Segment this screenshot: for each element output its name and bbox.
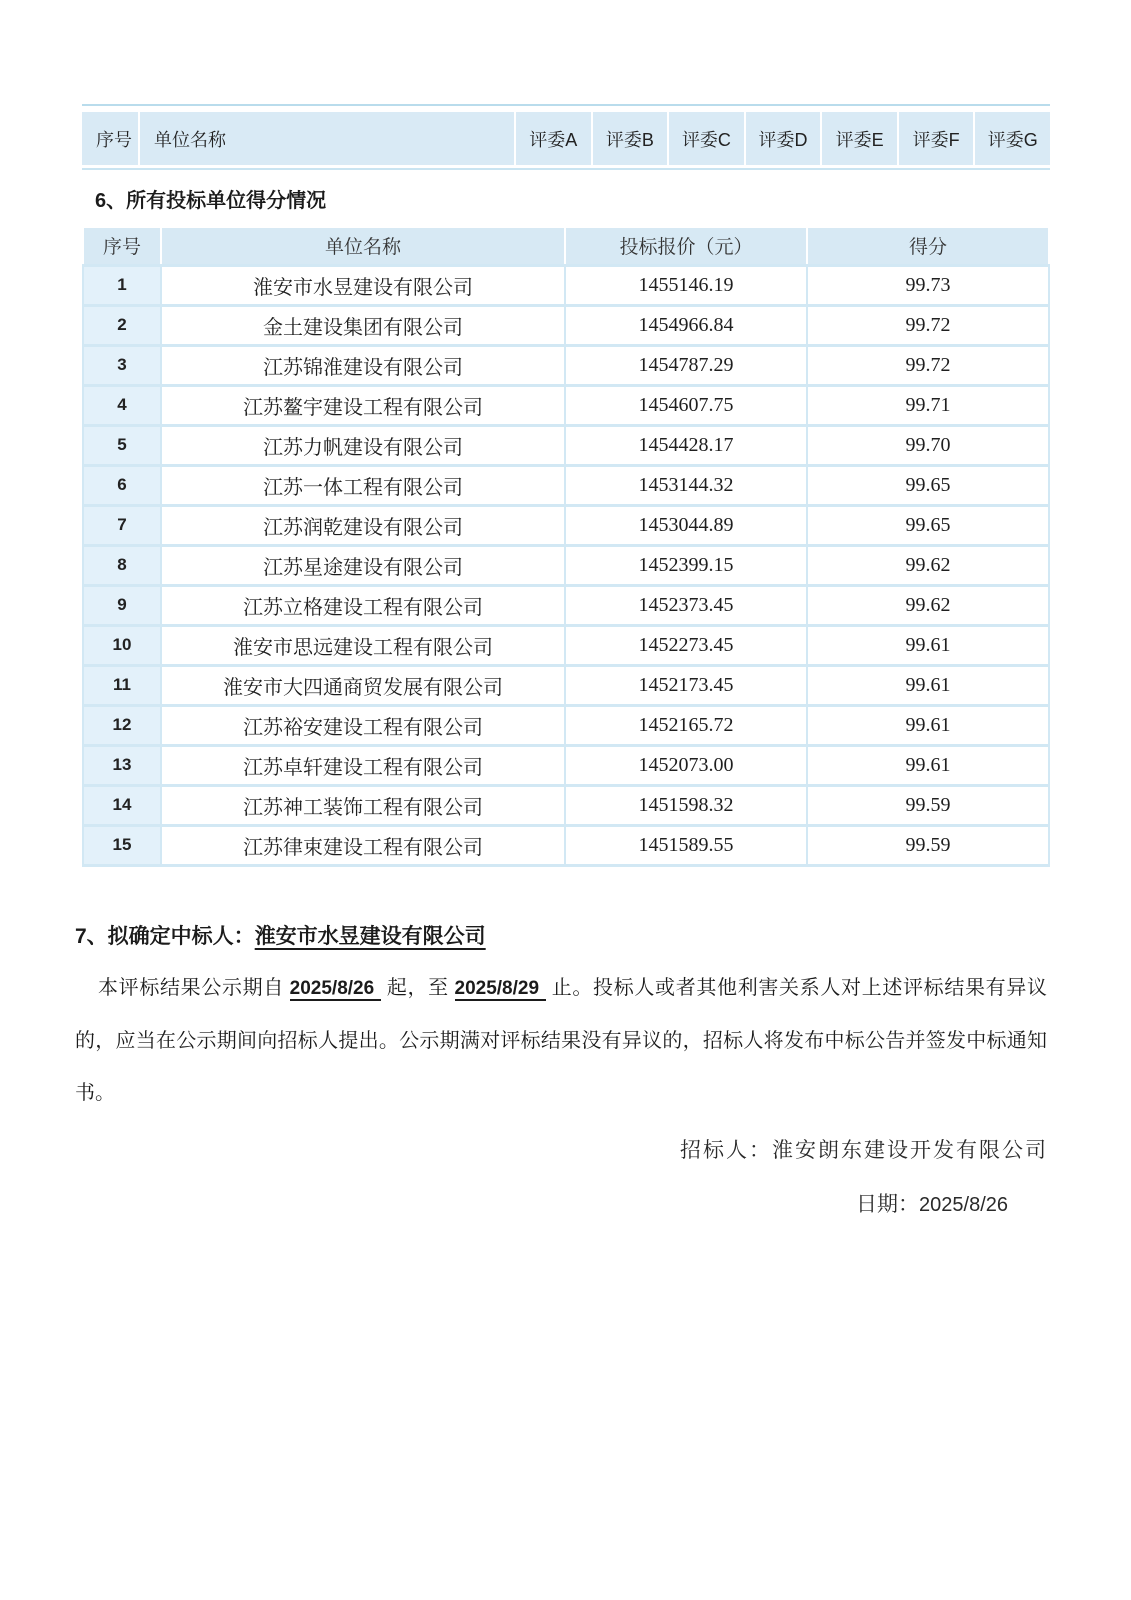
notice-start-date: 2025/8/26 <box>290 978 382 1001</box>
score: 99.61 <box>807 665 1049 705</box>
company-name: 金土建设集团有限公司 <box>161 305 565 345</box>
table-row <box>83 785 1049 825</box>
bid-price: 1454966.84 <box>565 305 807 345</box>
bid-price: 1452399.15 <box>565 545 807 585</box>
bid-price: 1451598.32 <box>565 785 807 825</box>
score-col-header: 得分 <box>807 227 1049 265</box>
company-name: 江苏立格建设工程有限公司 <box>161 585 565 625</box>
unit-name-col-header: 单位名称 <box>140 112 514 165</box>
notice-end-date: 2025/8/29 <box>455 978 547 1001</box>
notice-tail: 止。投标人或者其他利害关系人对上述评标结果有异议的，应当在公示期间向招标人提出。公示期满对评标结果没有异议的，招标人将发布中标公告并签发中标通知书。 <box>75 977 1048 1104</box>
score: 99.62 <box>807 545 1049 585</box>
judge-g-col-header: 评委G <box>975 112 1050 165</box>
date-value: 2025/8/26 <box>919 1194 1008 1216</box>
table-row <box>83 465 1049 505</box>
score: 99.61 <box>807 625 1049 665</box>
row-index: 14 <box>83 785 161 825</box>
row-index: 6 <box>83 465 161 505</box>
winner-name: 淮安市水昱建设有限公司 <box>254 925 486 948</box>
table-row <box>83 705 1049 745</box>
judge-b-col-header: 评委B <box>593 112 668 165</box>
table-row <box>83 345 1049 385</box>
table-row <box>83 265 1049 305</box>
row-index: 5 <box>83 425 161 465</box>
score: 99.65 <box>807 505 1049 545</box>
judge-c-col-header: 评委C <box>669 112 744 165</box>
company-name: 江苏锦淮建设有限公司 <box>161 345 565 385</box>
row-index: 10 <box>83 625 161 665</box>
unit-name-col-header: 单位名称 <box>161 227 565 265</box>
table-row <box>83 665 1049 705</box>
company-name: 江苏润乾建设有限公司 <box>161 505 565 545</box>
notice-paragraph <box>75 962 1047 1119</box>
row-index: 15 <box>83 825 161 865</box>
bid-price: 1453144.32 <box>565 465 807 505</box>
score: 99.73 <box>807 265 1049 305</box>
score: 99.61 <box>807 705 1049 745</box>
company-name: 江苏星途建设有限公司 <box>161 545 565 585</box>
company-name: 江苏裕安建设工程有限公司 <box>161 705 565 745</box>
section-6-heading: 6、所有投标单位得分情况 <box>95 190 327 212</box>
row-index: 8 <box>83 545 161 585</box>
company-name: 江苏神工装饰工程有限公司 <box>161 785 565 825</box>
bid-price: 1454607.75 <box>565 385 807 425</box>
company-name: 江苏律束建设工程有限公司 <box>161 825 565 865</box>
bid-price: 1452273.45 <box>565 625 807 665</box>
score-table-head <box>83 227 1049 265</box>
table-row <box>83 585 1049 625</box>
score: 99.62 <box>807 585 1049 625</box>
row-index: 11 <box>83 665 161 705</box>
bid-price-col-header: 投标报价（元） <box>565 227 807 265</box>
bidder-signature-line <box>680 1134 1048 1164</box>
table-row <box>83 825 1049 865</box>
score: 99.70 <box>807 425 1049 465</box>
table-row <box>83 425 1049 465</box>
row-index: 4 <box>83 385 161 425</box>
row-index: 9 <box>83 585 161 625</box>
judges-table-header-row <box>82 112 1050 165</box>
notice-lead: 本评标结果公示期自 <box>98 977 290 999</box>
bid-price: 1454787.29 <box>565 345 807 385</box>
notice-mid: 起，至 <box>381 977 455 999</box>
table-row <box>83 745 1049 785</box>
score: 99.72 <box>807 305 1049 345</box>
row-index: 12 <box>83 705 161 745</box>
bid-price: 1452173.45 <box>565 665 807 705</box>
score: 99.61 <box>807 745 1049 785</box>
bidder-label: 招标人： <box>680 1138 772 1162</box>
table-row <box>83 545 1049 585</box>
bid-price: 1453044.89 <box>565 505 807 545</box>
date-label: 日期： <box>856 1192 920 1216</box>
judge-d-col-header: 评委D <box>746 112 821 165</box>
score-table-body <box>83 265 1049 865</box>
bid-price: 1451589.55 <box>565 825 807 865</box>
row-index: 1 <box>83 265 161 305</box>
company-name: 淮安市水昱建设有限公司 <box>161 265 565 305</box>
bid-price: 1455146.19 <box>565 265 807 305</box>
company-name: 淮安市大四通商贸发展有限公司 <box>161 665 565 705</box>
company-name: 江苏一体工程有限公司 <box>161 465 565 505</box>
row-index: 7 <box>83 505 161 545</box>
score: 99.71 <box>807 385 1049 425</box>
score: 99.72 <box>807 345 1049 385</box>
bid-price: 1454428.17 <box>565 425 807 465</box>
table-row <box>83 305 1049 345</box>
bid-price: 1452373.45 <box>565 585 807 625</box>
judge-f-col-header: 评委F <box>899 112 974 165</box>
date-signature-line <box>856 1188 1008 1218</box>
score: 99.59 <box>807 785 1049 825</box>
row-index: 2 <box>83 305 161 345</box>
row-index: 3 <box>83 345 161 385</box>
company-name: 江苏卓轩建设工程有限公司 <box>161 745 565 785</box>
winner-label: 7、拟确定中标人： <box>75 925 255 948</box>
judge-e-col-header: 评委E <box>822 112 897 165</box>
company-name: 江苏鳌宇建设工程有限公司 <box>161 385 565 425</box>
section-7-heading <box>75 920 486 950</box>
bid-price: 1452073.00 <box>565 745 807 785</box>
bid-price: 1452165.72 <box>565 705 807 745</box>
table-row <box>83 625 1049 665</box>
table-row <box>83 505 1049 545</box>
judge-a-col-header: 评委A <box>516 112 591 165</box>
score-table-header-row <box>83 227 1049 265</box>
bidder-name: 淮安朗东建设开发有限公司 <box>772 1138 1048 1162</box>
company-name: 江苏力帆建设有限公司 <box>161 425 565 465</box>
judges-table <box>82 104 1050 170</box>
score: 99.65 <box>807 465 1049 505</box>
company-name: 淮安市思远建设工程有限公司 <box>161 625 565 665</box>
score-table <box>82 226 1050 867</box>
row-index: 13 <box>83 745 161 785</box>
seq-col-header: 序号 <box>83 227 161 265</box>
score: 99.59 <box>807 825 1049 865</box>
seq-col-header: 序号 <box>82 112 138 165</box>
table-row <box>83 385 1049 425</box>
